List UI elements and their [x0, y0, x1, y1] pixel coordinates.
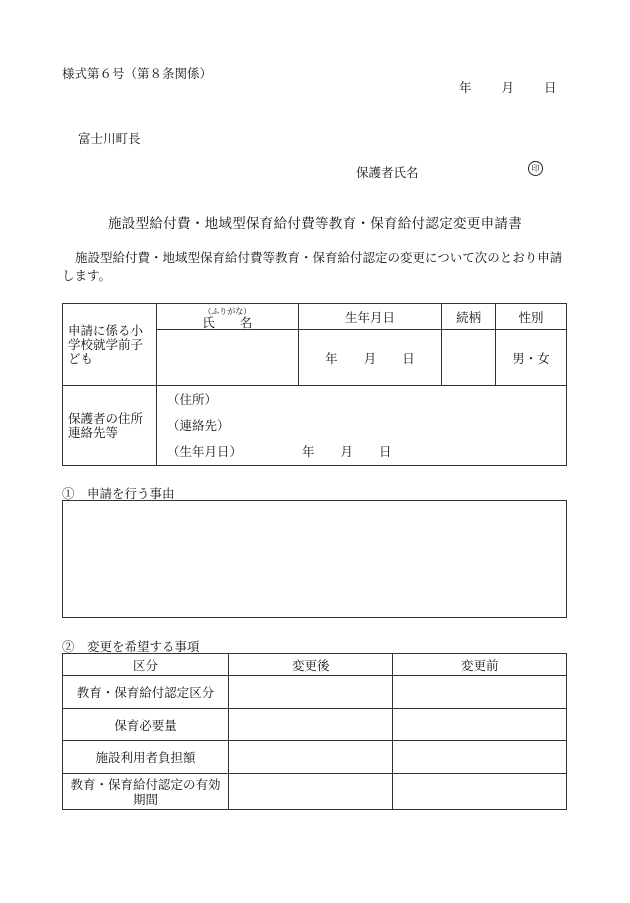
- guardian-birth-month-label: 月: [340, 443, 354, 459]
- date-year-label: 年: [459, 80, 472, 95]
- changes-table: [62, 653, 567, 810]
- before-change-field[interactable]: [393, 774, 567, 810]
- row-label-required-care-amount: 保育必要量: [63, 709, 229, 741]
- before-change-field[interactable]: [393, 709, 567, 741]
- child-birthdate-field[interactable]: [298, 330, 442, 386]
- seal-icon: 印: [528, 161, 543, 176]
- birth-month-label: 月: [363, 350, 377, 366]
- form-number: 様式第６号（第８条関係）: [62, 66, 213, 81]
- recipient-name: 富士川町長: [78, 131, 141, 146]
- row-label-user-fee: 施設利用者負担額: [63, 741, 229, 774]
- birth-day-label: 日: [402, 350, 415, 366]
- document-title: 施設型給付費・地域型保育給付費等教育・保育給付認定変更申請書: [108, 216, 522, 232]
- birthdate-header: 生年月日: [298, 304, 442, 330]
- before-change-field[interactable]: [393, 676, 567, 709]
- gender-field[interactable]: 男・女: [496, 330, 567, 386]
- row-label-validity-period: 教育・保育給付認定の有効期間: [63, 774, 229, 810]
- child-label: 申請に係る小学校就学前子ども: [63, 304, 157, 386]
- date-month-label: 月: [501, 80, 515, 95]
- contact-label: （連絡先）: [166, 417, 230, 433]
- intro-text: 施設型給付費・地域型保育給付費等教育・保育給付認定の変更について次のとおり申請します。: [62, 250, 563, 283]
- name-label: 氏 名: [202, 314, 253, 330]
- child-name-field[interactable]: [156, 330, 298, 386]
- furigana-label: （ふりがな）: [203, 306, 252, 316]
- birth-year-label: 年: [325, 350, 338, 366]
- changes-section-title: ② 変更を希望する事項: [62, 639, 200, 654]
- date-day-label: 日: [544, 80, 557, 95]
- guardian-birth-label: （生年月日）: [166, 443, 242, 459]
- after-change-field[interactable]: [228, 676, 393, 709]
- child-name-header: [156, 304, 298, 330]
- after-change-header: 変更後: [228, 654, 393, 676]
- guardian-birthdate-row: [167, 439, 566, 465]
- reason-field[interactable]: [62, 500, 567, 618]
- guardian-birth-day-label: 日: [379, 443, 392, 459]
- after-change-field[interactable]: [228, 774, 393, 810]
- guardian-birth-year-label: 年: [302, 443, 315, 459]
- relation-field[interactable]: [442, 330, 496, 386]
- guardian-label: 保護者の住所連絡先等: [63, 386, 157, 466]
- reason-section-title: ① 申請を行う事由: [62, 486, 175, 501]
- before-change-field[interactable]: [393, 741, 567, 774]
- guardian-name-label: 保護者氏名: [356, 165, 419, 180]
- before-change-header: 変更前: [393, 654, 567, 676]
- row-label-certification-category: 教育・保育給付認定区分: [63, 676, 229, 709]
- gender-header: 性別: [496, 304, 567, 330]
- after-change-field[interactable]: [228, 709, 393, 741]
- application-date: [459, 78, 557, 96]
- after-change-field[interactable]: [228, 741, 393, 774]
- relation-header: 続柄: [442, 304, 496, 330]
- applicant-table: [62, 303, 567, 466]
- address-label: （住所）: [166, 391, 217, 407]
- guardian-info-field[interactable]: [156, 386, 566, 466]
- category-header: 区分: [63, 654, 229, 676]
